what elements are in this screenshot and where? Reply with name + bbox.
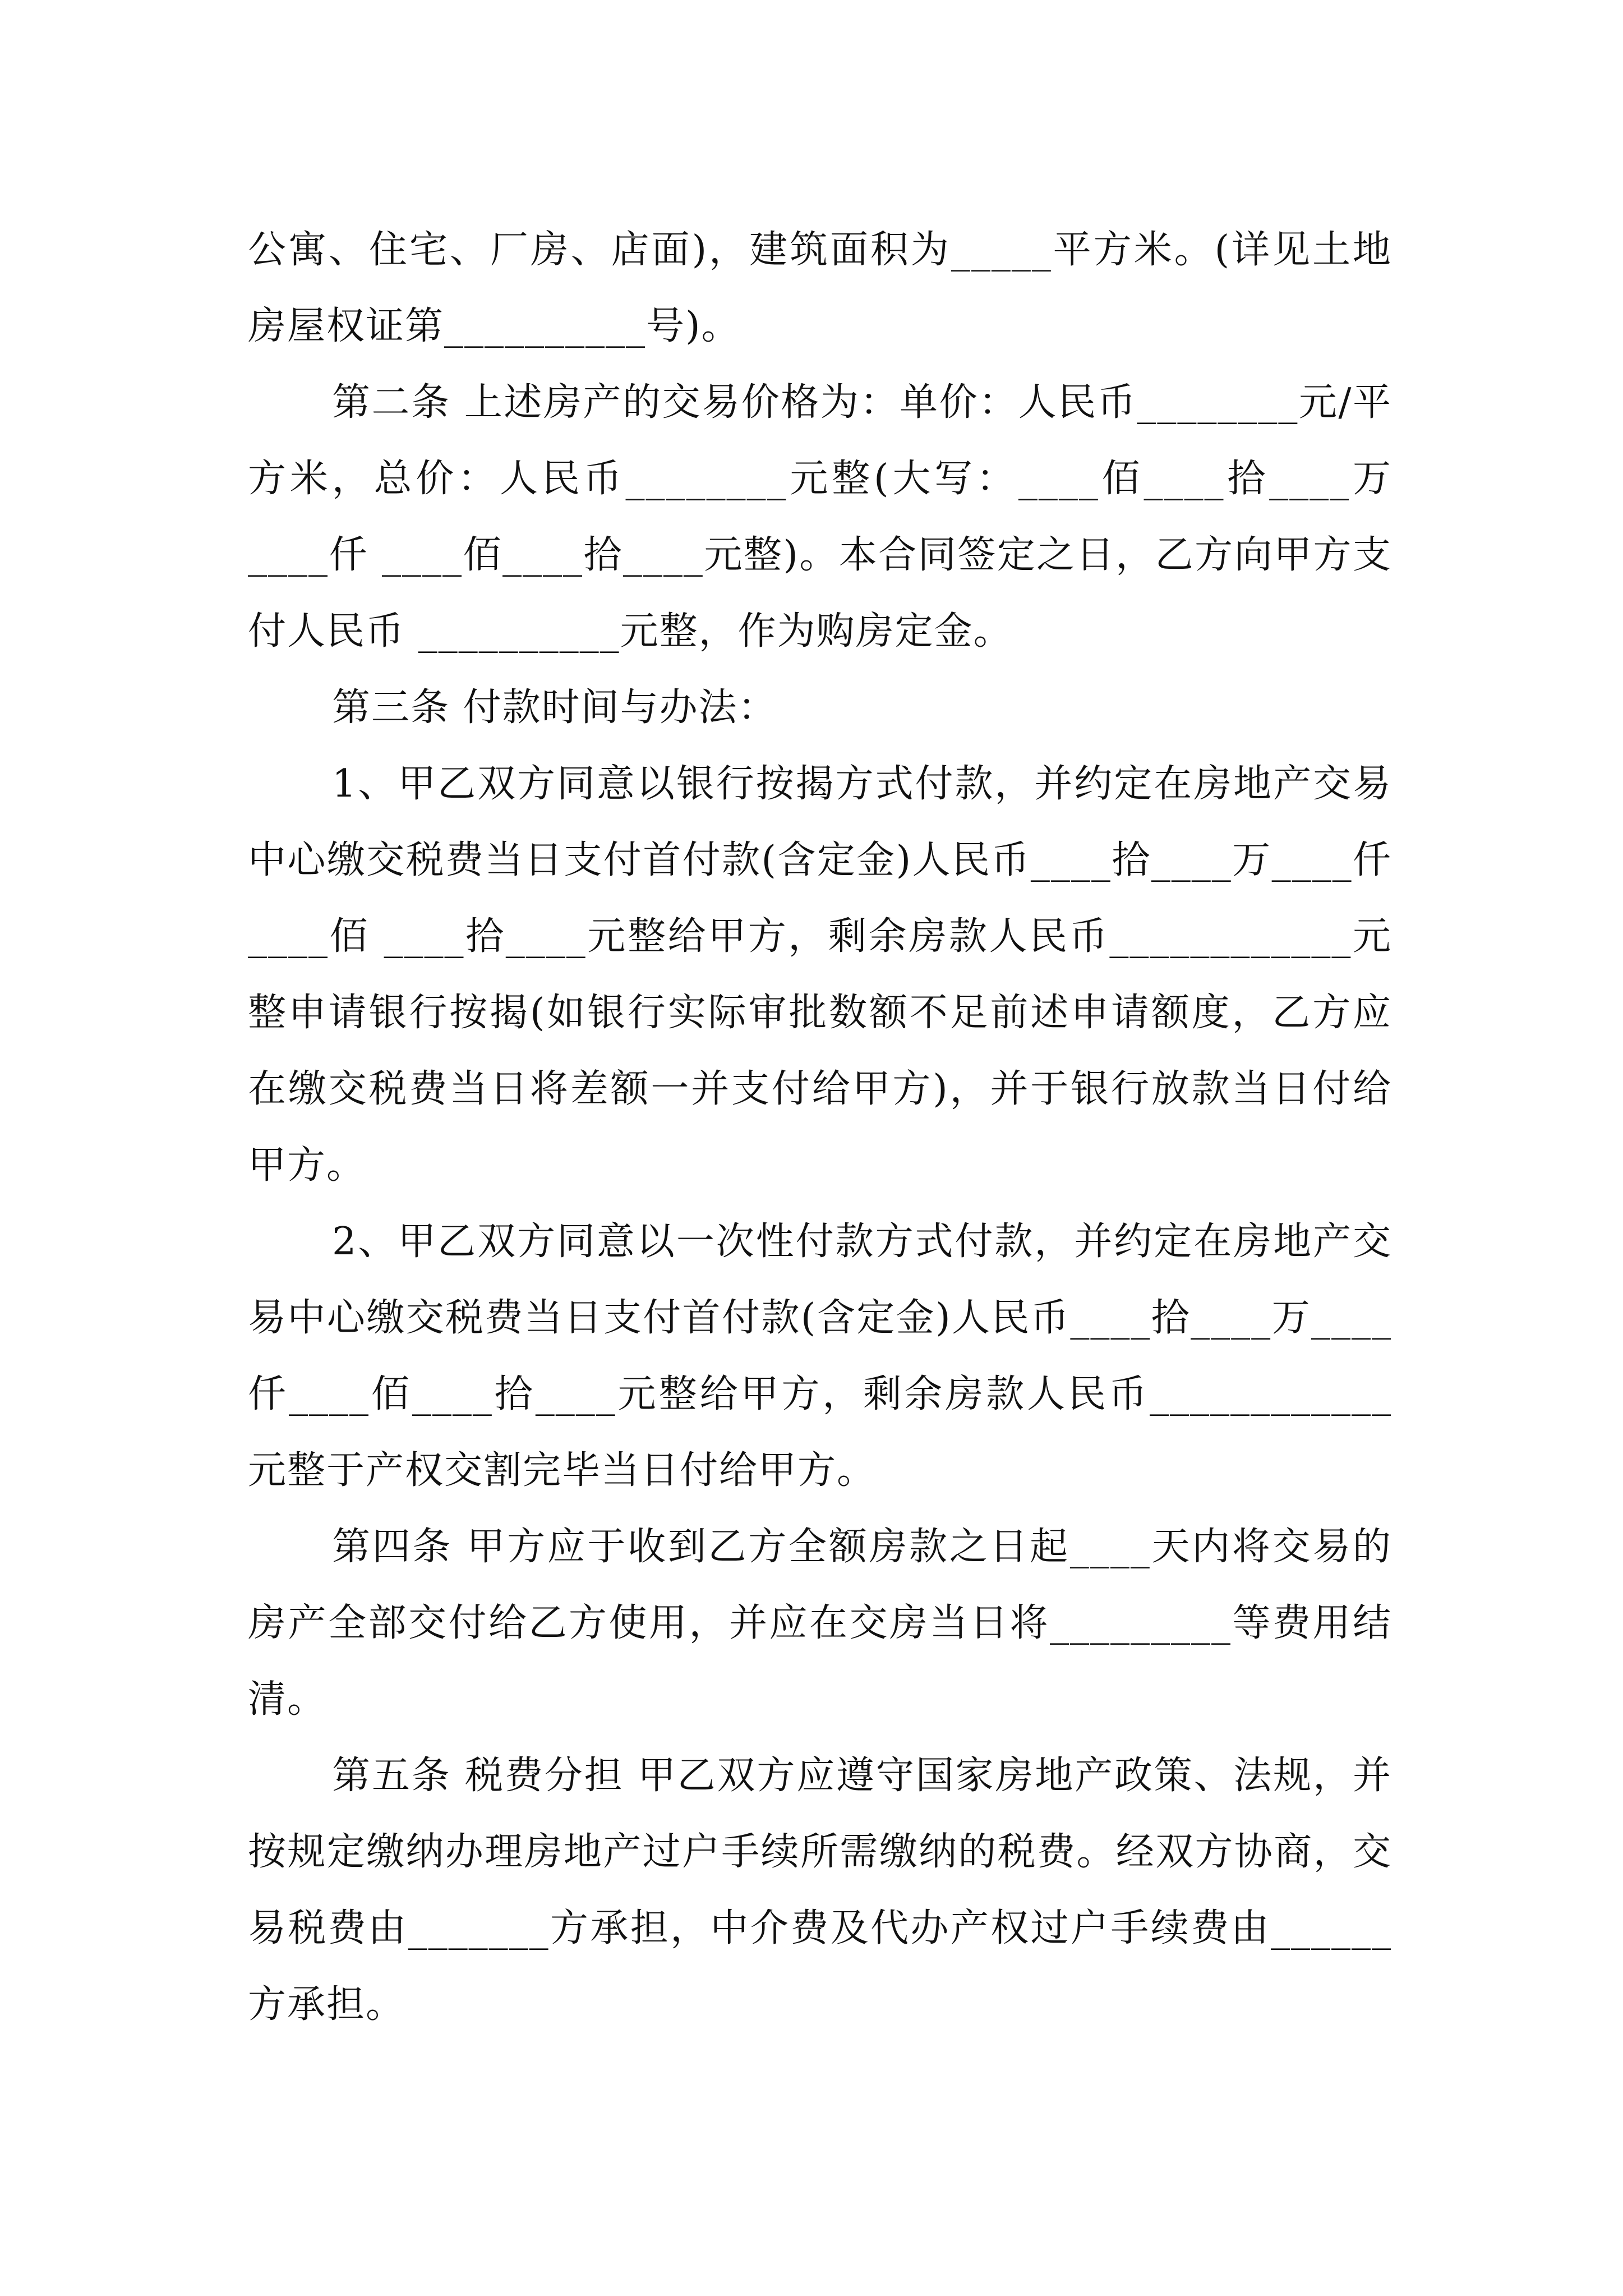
contract-body (248, 212, 1392, 2043)
paragraph-article-4-handover: 第四条 甲方应于收到乙方全额房款之日起____天内将交易的房产全部交付给乙方使用，并应在交房当日将_________等费用结清。 (248, 1525, 1392, 1722)
paragraph-article-3-lump-sum: 2、甲乙双方同意以一次性付款方式付款，并约定在房地产交易中心缴交税费当日支付首付款(含定金)人民币____拾____万____仟____佰____拾____元整给甲方，剩余房款人民币____________元整于产权交割完毕当日付给甲方。 (248, 1220, 1392, 1493)
paragraph-article-3-mortgage: 1、甲乙双方同意以银行按揭方式付款，并约定在房地产交易中心缴交税费当日支付首付款(含定金)人民币____拾____万____仟____佰 ____拾____元整给甲方，剩余房款人民币____________元整申请银行按揭(如银行实际审批数额不足前述申请额度，乙方应在缴交税费当日将差额一并支付给甲方)，并于银行放款当日付给甲方。 (248, 762, 1392, 1188)
paragraph-article-2-price: 第二条 上述房产的交易价格为：单价：人民币________元/平方米，总价：人民币________元整(大写：____佰____拾____万____仟 ____佰____拾____元整)。本合同签定之日，乙方向甲方支付人民币 __________元整，作为购房定金。 (248, 380, 1392, 654)
paragraph-property-description: 公寓、住宅、厂房、店面)，建筑面积为_____平方米。(详见土地房屋权证第__________号)。 (248, 228, 1392, 348)
paragraph-article-5-taxes: 第五条 税费分担 甲乙双方应遵守国家房地产政策、法规，并按规定缴纳办理房地产过户手续所需缴纳的税费。经双方协商，交易税费由_______方承担，中介费及代办产权过户手续费由______方承担。 (248, 1754, 1392, 2027)
paragraph-article-3-title: 第三条 付款时间与办法： (332, 685, 777, 730)
